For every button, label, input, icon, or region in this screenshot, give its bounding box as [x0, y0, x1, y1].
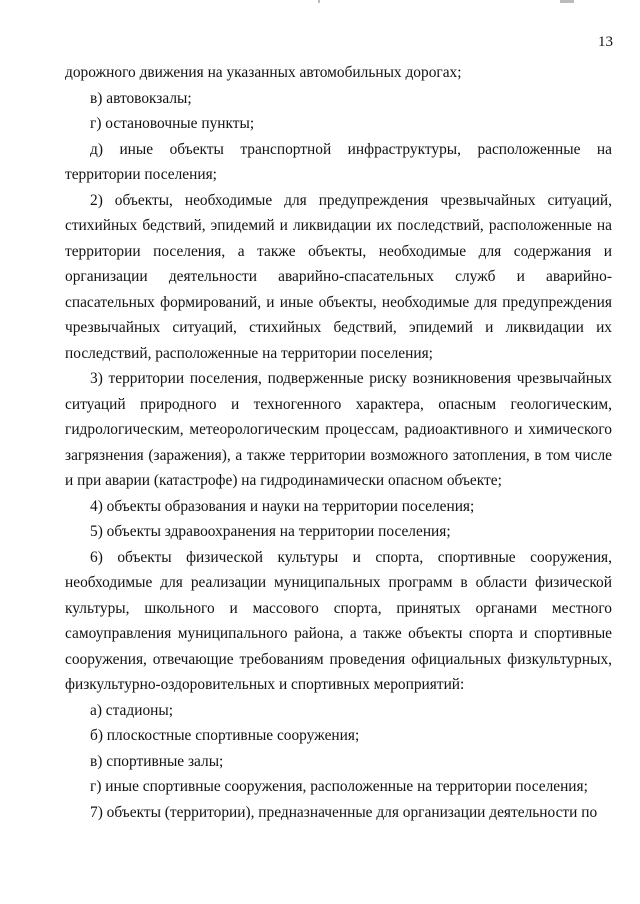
paragraph: 2) объекты, необходимые для предупреждения чрезвычайных ситуаций, стихийных бедствий, эпидемий и ликвидации их последствий, расположенные на территории поселения, а также объекты, необходимые для содержания и организации деятельности аварийно-спасательных служб и аварийно-спасательных формирований, и иные объекты, необходимые для предупреждения чрезвычайных ситуаций, стихийных бедствий, эпидемий и ликвидации их последствий, расположенные на территории поселения; [65, 191, 612, 362]
paragraph: 4) объекты образования и науки на территории поселения; [90, 497, 475, 515]
paragraph: 5) объекты здравоохранения на территории поселения; [90, 523, 451, 540]
list-item: г) иные спортивные сооружения, расположенные на территории поселения; [90, 778, 588, 795]
scan-edge-mark [318, 0, 320, 3]
paragraph: 7) объекты (территории), предназначенные для организации деятельности по [90, 803, 598, 821]
list-item: в) автовокзалы; [90, 89, 192, 107]
document-body [65, 60, 612, 825]
paragraph: дорожного движения на указанных автомобильных дорогах; [65, 64, 462, 81]
list-item: д) иные объекты транспортной инфраструктуры, расположенные на территории поселения; [65, 140, 612, 183]
list-item: а) стадионы; [90, 701, 173, 719]
page-number: 13 [598, 34, 613, 50]
scan-edge-mark [560, 0, 574, 3]
list-item: б) плоскостные спортивные сооружения; [90, 727, 360, 744]
paragraph: 6) объекты физической культуры и спорта, спортивные сооружения, необходимые для реализации муниципальных программ в области физической культуры, школьного и массового спорта, принятых органами местного самоуправления муниципального района, а также объекты спорта и спортивные сооружения, отвечающие требованиям проведения официальных физкультурных, физкультурно-оздоровительных и спортивных мероприятий: [65, 548, 612, 693]
paragraph: 3) территории поселения, подверженные риску возникновения чрезвычайных ситуаций природного и техногенного характера, опасным геологическим, гидрологическим, метеорологическим процессам, радиоактивного и химического загрязнения (заражения), а также территории возможного затопления, в том числе и при аварии (катастрофе) на гидродинамически опасном объекте; [65, 370, 612, 489]
list-item: в) спортивные залы; [90, 752, 224, 770]
list-item: г) остановочные пункты; [90, 115, 255, 132]
